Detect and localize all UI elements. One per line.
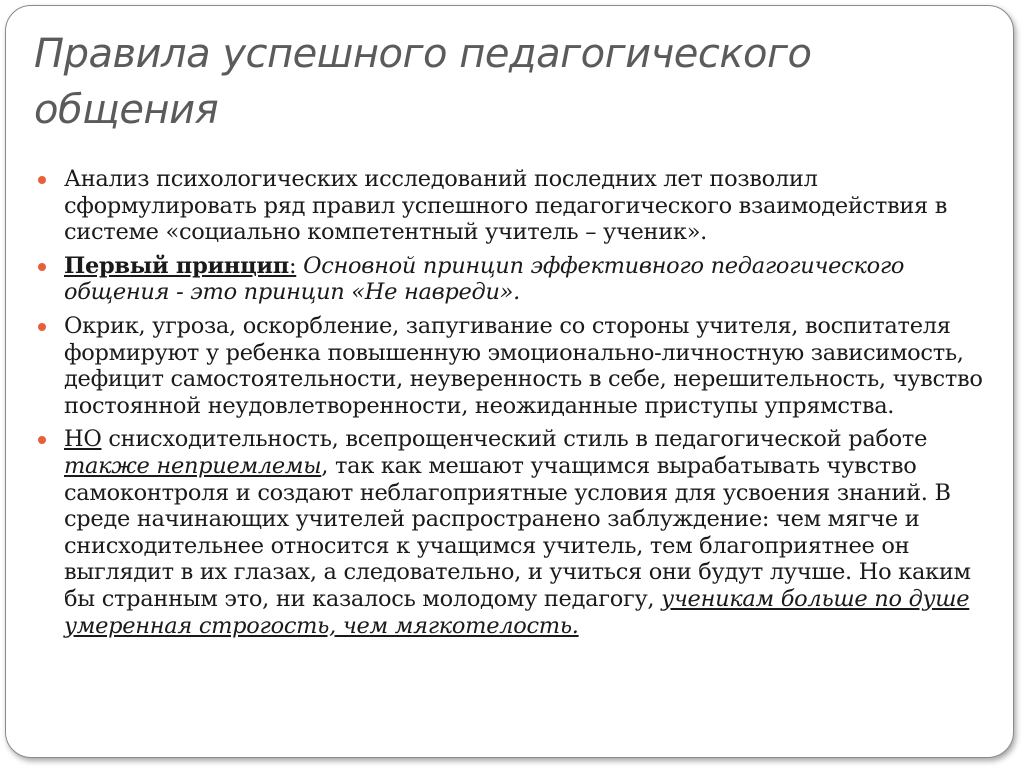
bullet-text: , так как мешают учащимся вырабатывать чувство самоконтроля и создают неблагоприятные условия для усвоения знаний. В среде начинающих учителей распространено заблуждение: чем мягче и снисходительнее относится к учащимся учитель, тем благоприятнее он выглядит в их глазах, а следовательно, и учиться они будут лучше. Но каким бы странным это, ни казалось молодому педагогу, [64, 452, 971, 612]
bullet-text: Анализ психологических исследований последних лет позволил сформулировать ряд правил успешного педагогического взаимодействия в системе «социально компетентный учитель – ученик». [64, 166, 948, 246]
bullet-dot-icon [38, 176, 46, 184]
bullet-dot-icon [38, 263, 46, 271]
bullet-text: снисходительность, всепрощенческий стиль в педагогической работе [101, 426, 928, 453]
bullet-item-2 [36, 253, 986, 306]
slide [5, 5, 1014, 758]
bullet-colon: : [288, 252, 297, 279]
slide-title: Правила успешного педагогического общения [34, 31, 812, 133]
bullet-dot-icon [38, 323, 46, 331]
bullet-emphasis: ученикам больше по душе умеренная строгость, чем мягкотелость. [64, 585, 970, 639]
bullet-dot-icon [38, 436, 46, 444]
bullet-lead: НО [64, 426, 102, 453]
bullet-emphasis: также неприемлемы [64, 452, 322, 479]
bullet-text: Основной принцип эффективного педагогического общения - это принцип «Не навреди». [64, 252, 905, 306]
bullet-item-4 [36, 426, 986, 639]
bullet-lead: Первый принцип [64, 252, 289, 279]
bullet-list [36, 166, 986, 646]
bullet-text: Окрик, угроза, оскорбление, запугивание со стороны учителя, воспитателя формируют у ребенка повышенную эмоционально-личностную зависимость, дефицит самостоятельности, неуверенность в себе, нерешительность, чувство постоянной неудовлетворенности, неожиданные приступы упрямства. [64, 312, 983, 419]
bullet-item-1 [36, 166, 986, 246]
bullet-item-3 [36, 313, 986, 419]
